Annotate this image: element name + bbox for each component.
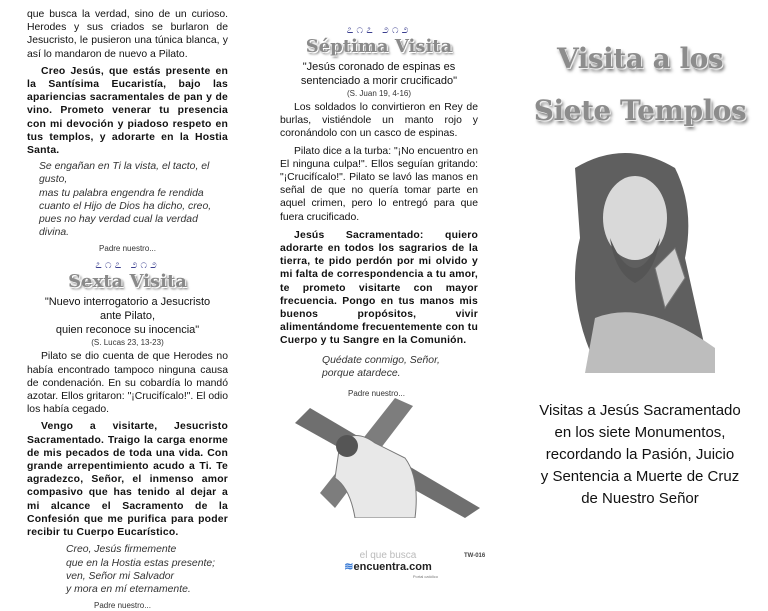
logo-tagline: el que busca	[359, 550, 417, 561]
subtitle-line: Visitas a Jesús Sacramentado	[539, 402, 741, 419]
poem-line: Se engañan en Ti la vista, el tacto, el gusto,	[39, 161, 210, 186]
padre-nuestro: Padre nuestro...	[94, 601, 151, 611]
poem-line: mas tu palabra engendra fe rendida	[39, 187, 204, 199]
prayer: Jesús Sacramentado: quiero adorarte en todos los sagrarios de la tierra, te pido perdón por mi olvido y mi falta de correspondencia a tu amor, te prometo visitarte con mayor frecuencia. Pongo en tus manos mis buenos propósitos, vivir alimentándome frecuentemente con tu Cuerpo y tu Sangre en la Comunión.	[280, 229, 478, 347]
poem-line: y mora en mí eternamente.	[66, 583, 191, 595]
paragraph: Pilato se dio cuenta de que Herodes no había encontrado tampoco ninguna causa de condenación. En su cobardía lo mandó azotar. Ellos gritaron: "¡Crucifícalo!". El odio los había cegado.	[27, 351, 228, 416]
poem-line: Creo, Jesús firmemente	[66, 544, 177, 556]
prayer: Vengo a visitarte, Jesucristo Sacramentado. Traigo la carga enorme de mis pecados de toda una vida. Con grande arrepentimiento acudo a Ti. Te agradezco, Señor, el inmenso amor compasivo que has tenido al dejar a mi alcance el Sacramento de la Confesión que me purifica para poder recibir tu Cuerpo Eucarístico.	[27, 421, 228, 539]
poem-line: Quédate conmigo, Señor,	[322, 354, 440, 366]
padre-nuestro: Padre nuestro...	[348, 389, 405, 399]
jesus-portrait-illustration	[555, 148, 740, 373]
section-title: Séptima Visita	[305, 36, 453, 57]
subtitle-line: en los siete Monumentos,	[554, 424, 726, 441]
quote-line: "Nuevo interrogatorio a Jesucristo	[44, 296, 211, 309]
column-2	[280, 22, 478, 399]
quote	[27, 295, 228, 337]
poem-line: cuanto el Hijo de Dios ha dicho, creo,	[39, 200, 212, 212]
ornament-icon: ೭೧೭ ೨೧೨	[95, 257, 160, 272]
section-title: Sexta Visita	[68, 271, 187, 293]
encuentra-logo	[338, 550, 438, 580]
logo-text: encuentra.com	[353, 561, 432, 573]
paragraph: que busca la verdad, sino de un curioso. Herodes y sus criados se burlaron de Jesucristo, le pusieron una túnica blanca, y así lo mandaron de nuevo a Pilato.	[27, 9, 228, 60]
product-code: TW-016	[464, 553, 486, 559]
ornament-icon: ೭೧೭ ೨೧೨	[346, 22, 412, 36]
poem	[280, 354, 478, 380]
prayer: Creo Jesús, que estás presente en la Santísima Eucaristía, bajo las apariencias sacramentales de pan y de vino. Prometo venerar tu presencia con mi devoción y piadoso respeto en tus templos, y adorarte en la Hostia Santa.	[27, 65, 228, 157]
jesus-carrying-cross-illustration	[295, 398, 485, 518]
poem-line: porque atardece.	[322, 367, 401, 379]
poem	[27, 160, 228, 239]
poem	[27, 543, 228, 596]
quote-line: sentenciado a morir crucificado"	[300, 75, 458, 87]
cover-subtitle	[512, 400, 768, 510]
padre-nuestro: Padre nuestro...	[99, 244, 156, 254]
cover-title-line2: Siete Templos	[533, 94, 747, 127]
quote	[280, 60, 478, 88]
paragraph: Pilato dice a la turba: "¡No encuentro en El ninguna culpa!". Ellos seguían gritando: "¡Crucifícalo!". Pilato se lavó las manos en señal de que no quería tomar parte en aquel crimen, pero lo entregó para que fuera crucificado.	[280, 145, 478, 223]
column-1	[27, 8, 228, 611]
poem-line: ven, Señor mi Salvador	[66, 570, 175, 582]
scripture-reference: (S. Juan 19, 4-16)	[346, 89, 412, 98]
scripture-reference: (S. Lucas 23, 13-23)	[91, 338, 164, 348]
subtitle-line: y Sentencia a Muerte de Cruz	[540, 468, 740, 485]
cover-title-line1: Visita a los	[556, 42, 724, 75]
quote-line: quien reconoce su inocencia"	[55, 324, 200, 337]
quote-line: "Jesús coronado de espinas es	[302, 61, 456, 73]
poem-line: pues no hay verdad cual la verdad divina.	[39, 214, 198, 239]
logo-flag-icon: ≋	[344, 561, 354, 573]
paragraph: Los soldados lo convirtieron en Rey de burlas, vistiéndole un manto rojo y coronándolo con un casco de espinas.	[280, 102, 478, 140]
logo-subtitle: Portal católico	[412, 574, 438, 579]
subtitle-line: recordando la Pasión, Juicio	[545, 446, 735, 463]
subtitle-line: de Nuestro Señor	[581, 490, 699, 507]
logo-name	[338, 561, 438, 574]
poem-line: que en la Hostia estas presente;	[66, 557, 216, 569]
quote-line: ante Pilato,	[99, 310, 156, 323]
